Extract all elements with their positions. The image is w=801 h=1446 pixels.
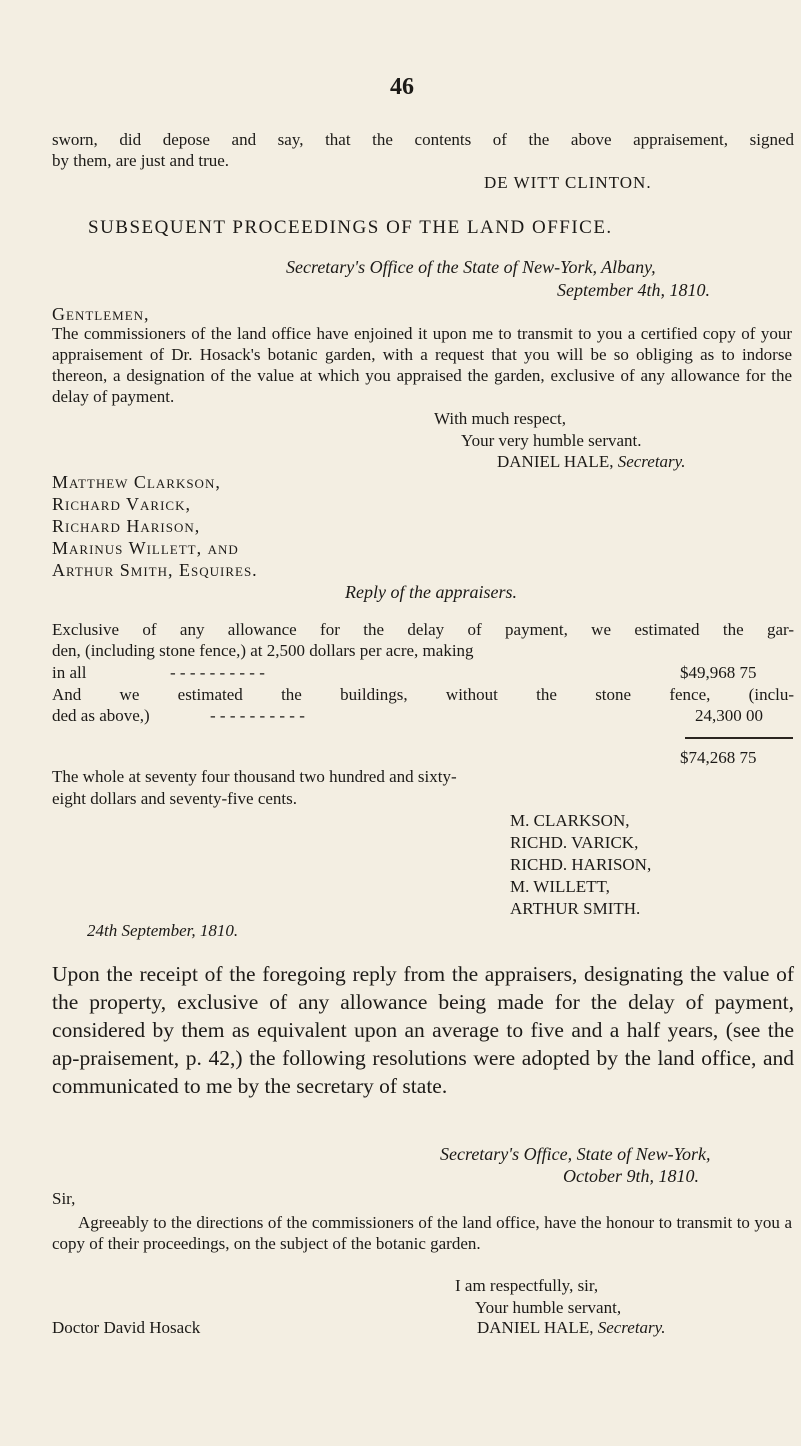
reply-whole-line1: The whole at seventy four thousand two hundred and sixty- <box>52 767 457 786</box>
main-paragraph: Upon the receipt of the foregoing reply from the appraisers, designating the value of the property, exclusive of any allowance being made for the delay of payment, considered by them as equivalent upon an average to five and a half years, (see the ap-praisement, p. 42,) the following resolutions were adopted by the land office, and communicated to me by the secretary of state. <box>52 962 794 1098</box>
reply-item1-line3: in all <box>52 663 87 682</box>
letter1-signer <box>497 451 686 472</box>
reply-item2-line2: ded as above,) <box>52 706 150 725</box>
letter1-dateline-2: September 4th, 1810. <box>557 280 710 300</box>
reply-whole-line2: eight dollars and seventy-five cents. <box>52 789 298 808</box>
letter2-addressee: Doctor David Hosack <box>52 1318 201 1337</box>
reply-heading: Reply of the appraisers. <box>345 582 517 602</box>
letter1-closing-2: Your very humble servant. <box>461 431 642 450</box>
page-number: 46 <box>390 74 414 100</box>
reply-item1-amount: $49,968 75 <box>680 663 757 682</box>
total-rule <box>685 737 793 739</box>
letter1-closing-1: With much respect, <box>434 409 566 428</box>
reply-item1-line2: den, (including stone fence,) at 2,500 dollars per acre, making <box>52 641 474 660</box>
letter2-dateline-2: October 9th, 1810. <box>563 1166 699 1186</box>
appraiser-3: RICHD. HARISON, <box>510 855 652 874</box>
letter2-signer-title: Secretary. <box>597 1318 666 1337</box>
reply-item1-dots: - - - - - - - - - - <box>170 663 265 682</box>
letter2-body: Agreeably to the directions of the commissioners of the land office, have the honour to transmit to you a copy of their proceedings, on the subject of the botanic garden. <box>52 1213 792 1253</box>
intro-line-1: sworn, did depose and say, that the contents of the above appraisement, signed <box>52 130 794 149</box>
reply-total-amount: $74,268 75 <box>680 748 757 767</box>
letter1-signer-title: Secretary. <box>617 452 686 471</box>
letter2-signer-name: DANIEL HALE, <box>477 1318 594 1337</box>
appraiser-2: RICHD. VARICK, <box>510 833 639 852</box>
intro-line-2: by them, are just and true. <box>52 151 230 170</box>
letter2-dateline-1: Secretary's Office, State of New-York, <box>440 1144 711 1164</box>
addressee-1: Matthew Clarkson, <box>52 472 221 492</box>
letter1-signer-name: DANIEL HALE, <box>497 452 614 471</box>
letter2-salutation: Sir, <box>52 1189 76 1208</box>
letter1-salutation: Gentlemen, <box>52 304 150 324</box>
intro-signature: DE WITT CLINTON. <box>484 173 652 192</box>
addressee-2: Richard Varick, <box>52 494 191 514</box>
appraiser-1: M. CLARKSON, <box>510 811 630 830</box>
appraiser-4: M. WILLETT, <box>510 877 610 896</box>
letter1-dateline-1: Secretary's Office of the State of New-York, Albany, <box>286 257 656 277</box>
reply-item2-amount: 24,300 00 <box>695 706 763 725</box>
addressee-5: Arthur Smith, Esquires. <box>52 560 258 580</box>
addressee-3: Richard Harison, <box>52 516 201 536</box>
letter1-body: The commissioners of the land office have enjoined it upon me to transmit to you a certified copy of your appraisement of Dr. Hosack's botanic garden, with a request that you will be so obliging as to indorse thereon, a designation of the value at which you appraised the garden, exclusive of any allowance for the delay of payment. <box>52 324 792 406</box>
appraiser-5: ARTHUR SMITH. <box>510 899 641 918</box>
letter2-closing-2: Your humble servant, <box>475 1298 622 1317</box>
reply-item1-line1: Exclusive of any allowance for the delay of payment, we estimated the gar- <box>52 620 794 639</box>
reply-date: 24th September, 1810. <box>87 921 239 940</box>
addressee-4: Marinus Willett, and <box>52 538 239 558</box>
section-heading: SUBSEQUENT PROCEEDINGS OF THE LAND OFFICE. <box>88 217 613 238</box>
letter2-signer <box>477 1317 666 1338</box>
letter2-closing-1: I am respectfully, sir, <box>455 1276 599 1295</box>
reply-item2-dots: - - - - - - - - - - <box>210 706 305 725</box>
reply-item2-line1: And we estimated the buildings, without the stone fence, (inclu- <box>52 685 794 704</box>
